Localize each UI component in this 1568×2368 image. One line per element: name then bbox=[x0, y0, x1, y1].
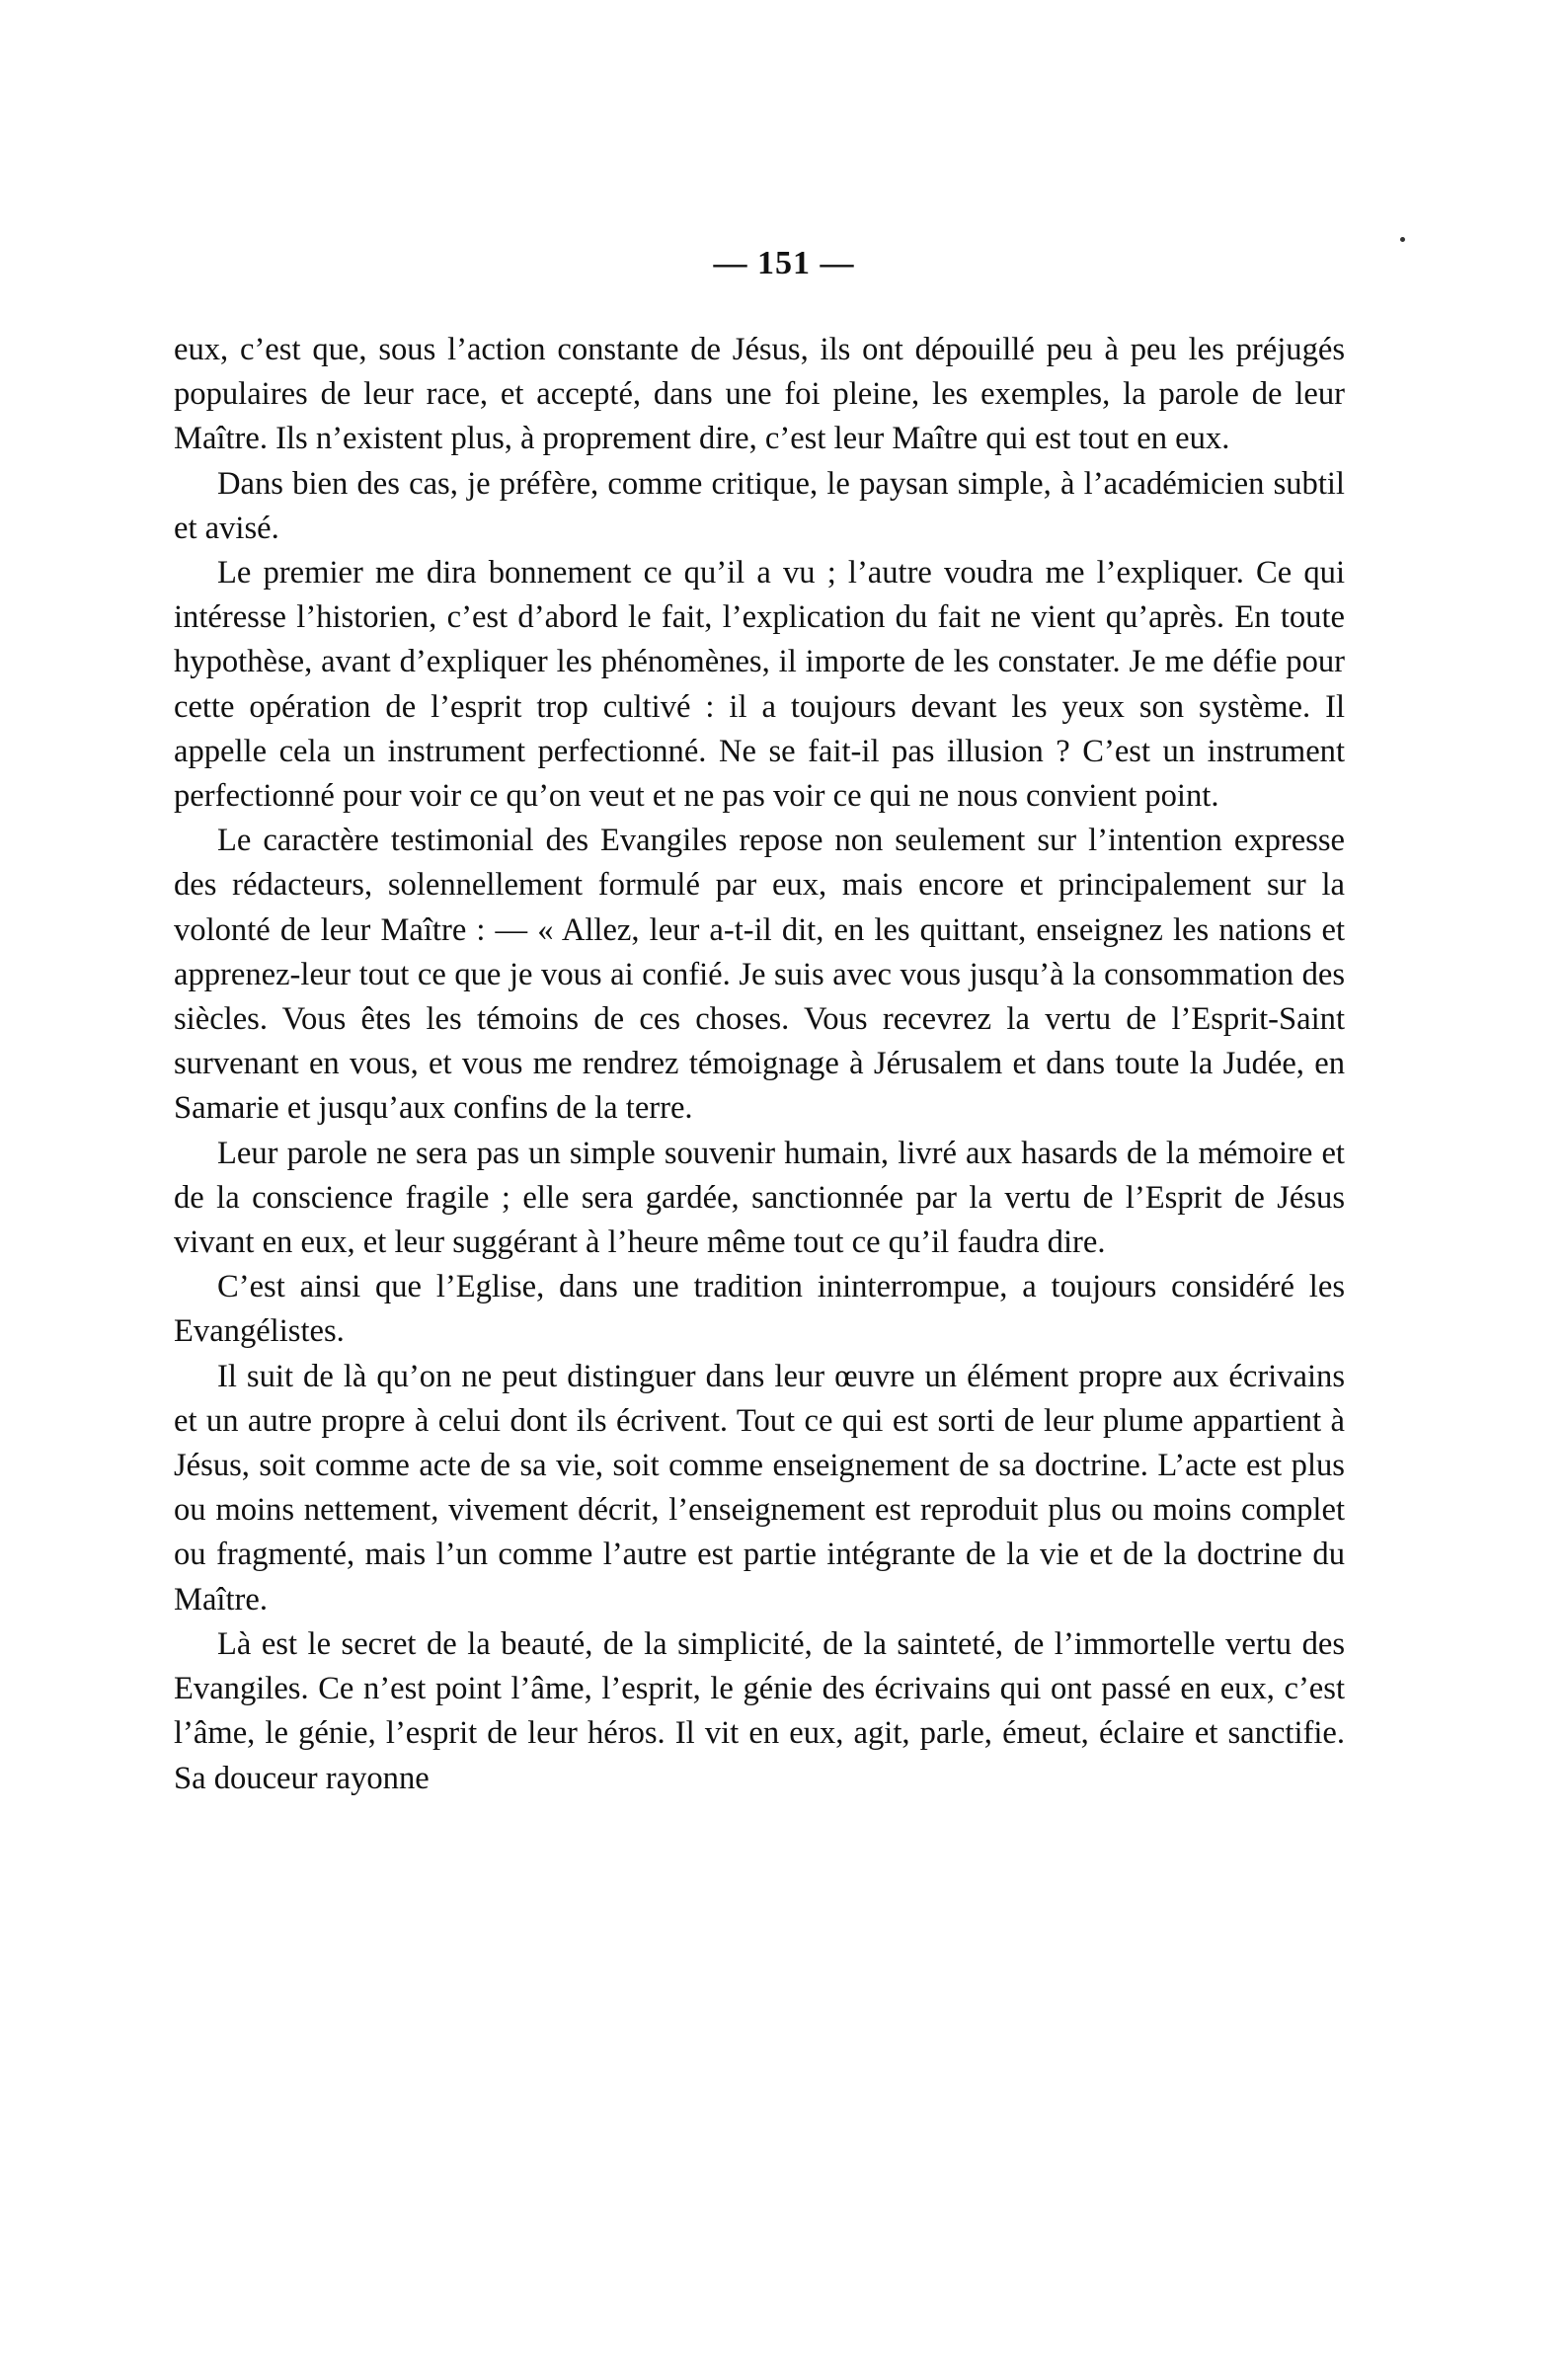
ink-speck bbox=[1400, 237, 1405, 242]
paragraph-1: eux, c’est que, sous l’action constante de Jésus, ils ont dépouillé peu à peu les préjugés populaires de leur race, et accepté, dans une foi pleine, les exemples, la parole de leur Maître. Ils n’existent plus, à proprement dire, c’est leur Maître qui est tout en eux. bbox=[174, 332, 1345, 457]
paragraph-4: Le caractère testimonial des Evangiles repose non seulement sur l’intention expresse des rédacteurs, solennellement formulé par eux, mais encore et principalement sur la volonté de leur Maître : — « Allez, leur a-t-il dit, en les quittant, enseignez les nations et apprenez-leur tout ce que je vous ai confié. Je suis avec vous jusqu’à la consommation des siècles. Vous êtes les témoins de ces choses. Vous recevrez la vertu de l’Esprit-Saint survenant en vous, et vous me rendrez témoignage à Jérusalem et dans toute la Judée, en Samarie et jusqu’aux confins de la terre. bbox=[174, 823, 1345, 1127]
paragraph-7: Il suit de là qu’on ne peut distinguer dans leur œuvre un élément propre aux écrivains et un autre propre à celui dont ils écrivent. Tout ce qui est sorti de leur plume appartient à Jésus, soit comme acte de sa vie, soit comme enseignement de sa doctrine. L’acte est plus ou moins nettement, vivement décrit, l’enseignement est reproduit plus ou moins complet ou fragmenté, mais l’un comme l’autre est partie intégrante de la vie et de la doctrine du Maître. bbox=[174, 1358, 1345, 1618]
paragraph-8: Là est le secret de la beauté, de la simplicité, de la sainteté, de l’immortelle vertu des Evangiles. Ce n’est point l’âme, l’esprit, le génie des écrivains qui ont passé en eux, c’est l’âme, le génie, l’esprit de leur héros. Il vit en eux, agit, parle, émeut, éclaire et sanctifie. Sa douceur rayonne bbox=[174, 1625, 1345, 1796]
paragraph-5: Leur parole ne sera pas un simple souvenir humain, livré aux hasards de la mémoire et de la conscience fragile ; elle sera gardée, sanctionnée par la vertu de l’Esprit de Jésus vivant en eux, et leur suggérant à l’heure même tout ce qu’il faudra dire. bbox=[174, 1135, 1345, 1261]
paragraph-3: Le premier me dira bonnement ce qu’il a vu ; l’autre voudra me l’expliquer. Ce qui intéresse l’historien, c’est d’abord le fait, l’explication du fait ne vient qu’après. En toute hypothèse, avant d’expliquer les phénomènes, il importe de les constater. Je me défie pour cette opération de l’esprit trop cultivé : il a toujours devant les yeux son système. Il appelle cela un instrument perfectionné. Ne se fait-il pas illusion ? C’est un instrument perfectionné pour voir ce qu’on veut et ne pas voir ce qui ne nous convient point. bbox=[174, 555, 1345, 815]
body-text bbox=[174, 328, 1345, 1801]
paragraph-2: Dans bien des cas, je préfère, comme critique, le paysan simple, à l’académicien subtil et avisé. bbox=[174, 465, 1345, 546]
page-number-header: — 151 — bbox=[713, 245, 855, 281]
paragraph-6: C’est ainsi que l’Eglise, dans une tradition ininterrompue, a toujours considéré les Evangélistes. bbox=[174, 1269, 1345, 1350]
